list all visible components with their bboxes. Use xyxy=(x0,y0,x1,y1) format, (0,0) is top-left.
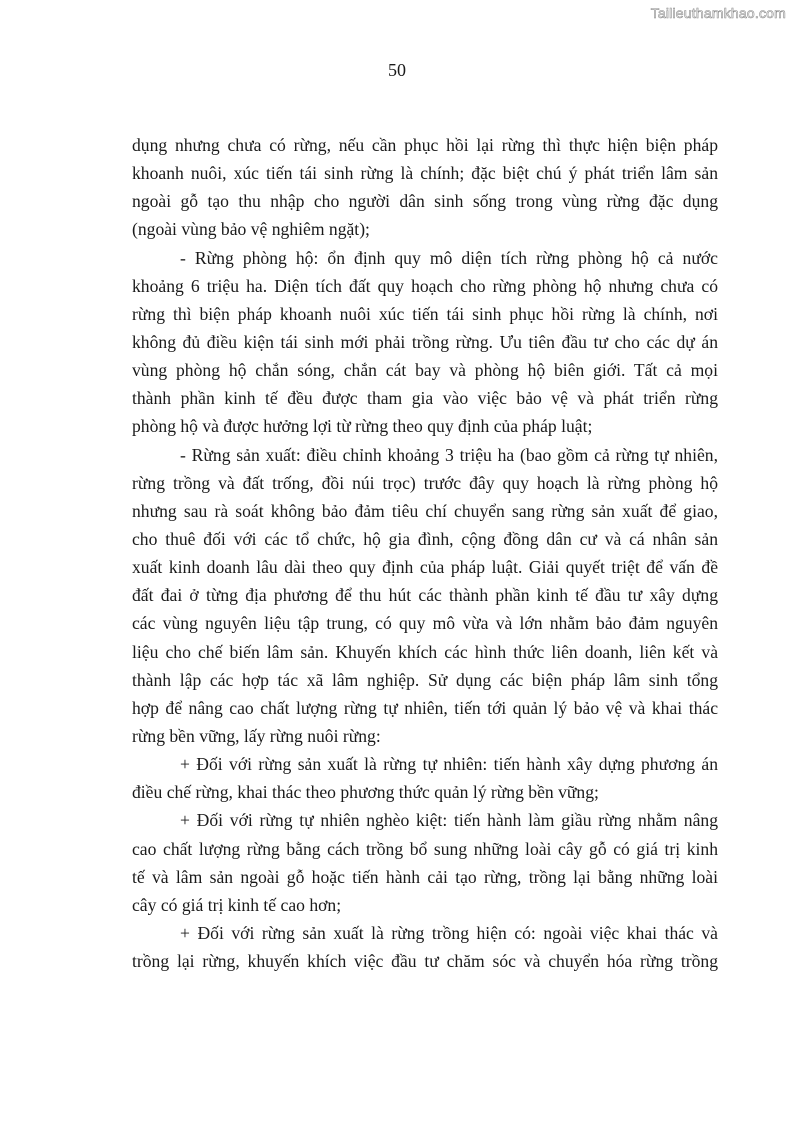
text-line: cho thuê đối với các tổ chức, hộ gia đình, cộng đồng dân cư và cá nhân sản xyxy=(132,528,718,549)
text-line: xuất kinh doanh lâu dài theo quy định của pháp luật. Giải quyết triệt để vấn đề xyxy=(132,557,718,578)
text-line: + Đối với rừng sản xuất là rừng tự nhiên: tiến hành xây dựng phương án xyxy=(180,754,718,775)
text-line: hợp để nâng cao chất lượng rừng tự nhiên, tiến tới quản lý bảo vệ và khai thác xyxy=(132,697,718,718)
watermark: Tailieuthamkhao.com xyxy=(650,5,786,21)
text-line: - Rừng sản xuất: điều chỉnh khoảng 3 triệu ha (bao gồm cả rừng tự nhiên, xyxy=(180,444,718,465)
text-line: các vùng nguyên liệu tập trung, có quy mô vừa và lớn nhằm bảo đảm nguyên xyxy=(132,613,718,634)
text-line: + Đối với rừng sản xuất là rừng trồng hiện có: ngoài việc khai thác và xyxy=(180,922,718,943)
page-number: 50 xyxy=(388,60,406,80)
text-line: rừng trồng và đất trống, đồi núi trọc) trước đây quy hoạch là rừng phòng hộ xyxy=(132,472,718,493)
text-line: không đủ điều kiện tái sinh mới phải trồng rừng. Ưu tiên đầu tư cho các dự án xyxy=(132,331,718,352)
body-text xyxy=(132,131,718,975)
text-line: trồng lại rừng, khuyến khích việc đầu tư chăm sóc và chuyển hóa rừng trồng xyxy=(132,951,718,972)
text-line: phòng hộ và được hưởng lợi từ rừng theo quy định của pháp luật; xyxy=(132,416,593,437)
text-line: vùng phòng hộ chắn sóng, chắn cát bay và phòng hộ biên giới. Tất cả mọi xyxy=(132,360,718,381)
text-line: khoanh nuôi, xúc tiến tái sinh rừng là chính; đặc biệt chú ý phát triển lâm sản xyxy=(132,163,718,184)
text-line: rừng bền vững, lấy rừng nuôi rừng: xyxy=(132,725,381,746)
text-line: tế và lâm sản ngoài gỗ hoặc tiến hành cải tạo rừng, trồng lại bằng những loài xyxy=(132,866,718,887)
text-line: nhưng sau rà soát không bảo đảm tiêu chí chuyển sang rừng sản xuất để giao, xyxy=(132,500,718,521)
text-line: thành phần kinh tế đều được tham gia vào việc bảo vệ và phát triển rừng xyxy=(132,388,718,409)
text-line: cao chất lượng rừng bằng cách trồng bổ sung những loài cây gỗ có giá trị kinh xyxy=(132,838,718,859)
text-line: (ngoài vùng bảo vệ nghiêm ngặt); xyxy=(132,219,370,240)
text-line: rừng thì biện pháp khoanh nuôi xúc tiến tái sinh phục hồi rừng là chính, nơi xyxy=(132,303,718,324)
text-line: đất đai ở từng địa phương để thu hút các thành phần kinh tế đầu tư xây dựng xyxy=(132,585,718,606)
text-line: khoảng 6 triệu ha. Diện tích đất quy hoạch cho rừng phòng hộ nhưng chưa có xyxy=(132,275,718,296)
text-line: liệu cho chế biến lâm sản. Khuyến khích các hình thức liên doanh, liên kết và xyxy=(132,641,718,662)
text-line: ngoài gỗ tạo thu nhập cho người dân sinh sống trong vùng rừng đặc dụng xyxy=(132,191,718,212)
text-line: - Rừng phòng hộ: ổn định quy mô diện tích rừng phòng hộ cả nước xyxy=(180,247,718,268)
text-line: + Đối với rừng tự nhiên nghèo kiệt: tiến hành làm giầu rừng nhằm nâng xyxy=(180,810,718,831)
text-line: thành lập các hợp tác xã lâm nghiệp. Sử dụng các biện pháp lâm sinh tổng xyxy=(132,669,718,690)
text-line: điều chế rừng, khai thác theo phương thức quản lý rừng bền vững; xyxy=(132,782,599,803)
text-line: cây có giá trị kinh tế cao hơn; xyxy=(132,894,342,915)
text-line: dụng nhưng chưa có rừng, nếu cần phục hồi lại rừng thì thực hiện biện pháp xyxy=(132,135,718,155)
